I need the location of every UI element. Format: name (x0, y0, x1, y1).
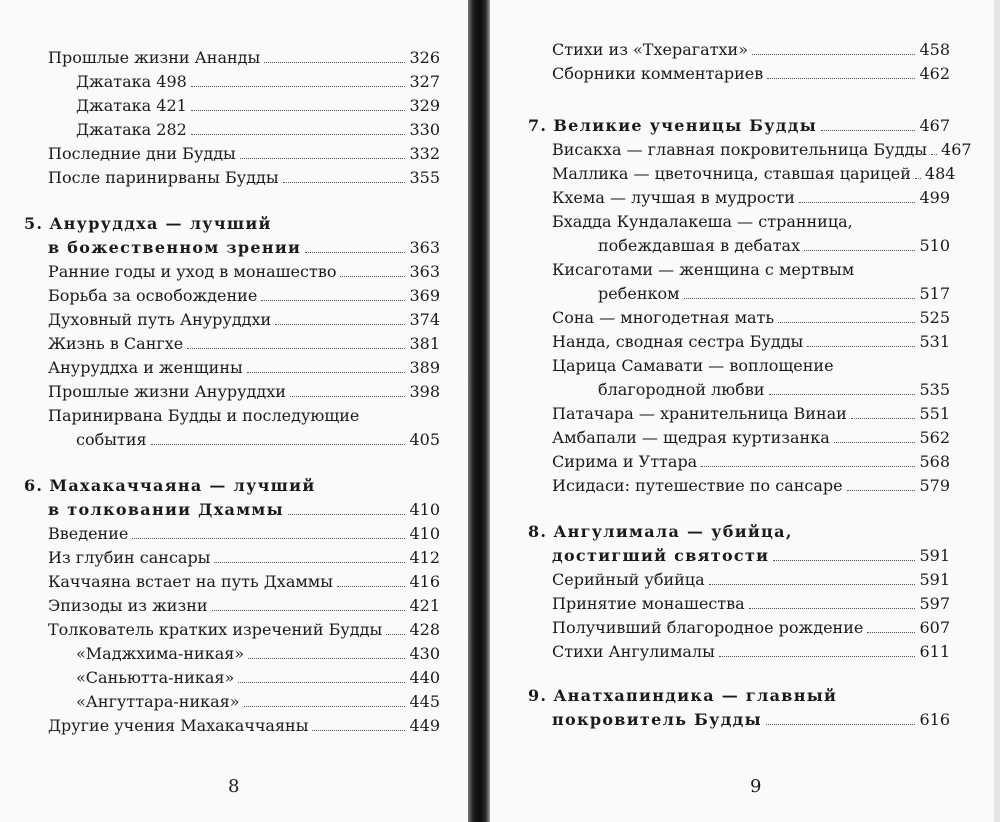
entry-page: 326 (409, 48, 440, 67)
entry-page: 381 (409, 334, 440, 353)
dot-leader (709, 584, 916, 585)
entry-label: Царица Самавати — воплощение (552, 356, 834, 375)
entry-label: Джатака 498 (76, 72, 187, 91)
dot-leader (851, 418, 916, 419)
toc-entry[interactable] (48, 286, 440, 306)
dot-leader (749, 608, 916, 609)
dot-leader (261, 300, 405, 301)
entry-label: Прошлые жизни Ананды (48, 48, 261, 67)
entry-label: Джатака 421 (76, 96, 187, 115)
entry-page: 412 (409, 548, 440, 567)
toc-entry-line2[interactable] (598, 236, 950, 256)
toc-entry[interactable] (48, 572, 440, 592)
dot-leader (275, 324, 405, 325)
book-spine (468, 0, 490, 822)
dot-leader (264, 62, 405, 63)
chapter-page: 410 (409, 500, 440, 519)
entry-label: Патачара — хранительница Винаи (552, 404, 847, 423)
entry-page: 517 (919, 284, 950, 303)
entry-label: Паринирвана Будды и последующие (48, 406, 360, 425)
entry-label: «Саньютта-никая» (76, 668, 235, 687)
entry-page: 611 (919, 642, 950, 661)
entry-page: 428 (409, 620, 440, 639)
dot-leader (773, 560, 915, 561)
entry-label: Бхадда Кундалакеша — странница, (552, 212, 853, 231)
entry-label: Амбапали — щедрая куртизанка (552, 428, 830, 447)
entry-page: 332 (409, 144, 440, 163)
entry-page: 591 (919, 570, 950, 589)
dot-leader (247, 372, 406, 373)
chapter-7-heading[interactable] (528, 116, 950, 136)
dot-leader (187, 348, 405, 349)
toc-entry[interactable] (552, 140, 972, 160)
dot-leader (238, 682, 405, 683)
chapter-title: Ануруддха — лучший (49, 214, 272, 233)
dot-leader (778, 322, 915, 323)
entry-page: 430 (409, 644, 440, 663)
entry-label: Из глубин сансары (48, 548, 211, 567)
toc-entry[interactable] (552, 594, 950, 614)
entry-page: 355 (409, 168, 440, 187)
dot-leader (752, 54, 915, 55)
toc-entry[interactable] (48, 310, 440, 330)
entry-label: Нанда, сводная сестра Будды (552, 332, 804, 351)
chapter-page: 467 (919, 116, 950, 135)
entry-label: Сирима и Уттара (552, 452, 698, 471)
toc-entry[interactable] (48, 548, 440, 568)
entry-page: 369 (409, 286, 440, 305)
dot-leader (766, 724, 915, 725)
entry-page: 462 (919, 64, 950, 83)
dot-leader (337, 586, 405, 587)
dot-leader (191, 86, 406, 87)
dot-leader (244, 706, 406, 707)
entry-label: Сона — многодетная мать (552, 308, 775, 327)
dot-leader (151, 444, 406, 445)
toc-entry[interactable] (552, 642, 950, 662)
toc-entry[interactable] (552, 164, 956, 184)
toc-entry[interactable] (552, 188, 950, 208)
entry-label: Принятие монашества (552, 594, 745, 613)
dot-leader (290, 396, 406, 397)
toc-entry[interactable] (48, 358, 440, 378)
dot-leader (240, 158, 406, 159)
dot-leader (847, 490, 916, 491)
page-edge (994, 0, 1000, 822)
chapter-number: 8. (528, 522, 548, 541)
dot-leader (799, 202, 916, 203)
toc-entry[interactable] (48, 620, 440, 640)
page-number: 9 (750, 776, 762, 797)
entry-label: Другие учения Махакаччаяны (48, 716, 309, 735)
chapter-8-heading-cont[interactable] (552, 546, 950, 566)
entry-label: «Ангуттара-никая» (76, 692, 240, 711)
entry-label: Ануруддха и женщины (48, 358, 243, 377)
toc-entry[interactable] (552, 404, 950, 424)
toc-entry[interactable] (552, 428, 950, 448)
dot-leader (191, 110, 406, 111)
dot-leader (248, 658, 405, 659)
toc-entry[interactable] (76, 96, 440, 116)
chapter-title: в толковании Дхаммы (48, 500, 284, 519)
entry-page: 363 (409, 262, 440, 281)
entry-label: Серийный убийца (552, 570, 705, 589)
entry-label: Стихи из «Тхерагатхи» (552, 40, 748, 59)
entry-label: Духовный путь Ануруддхи (48, 310, 272, 329)
dot-leader (767, 78, 915, 79)
dot-leader (821, 130, 915, 131)
chapter-6-heading[interactable] (24, 476, 440, 496)
entry-label: благородной любви (598, 380, 765, 399)
entry-page: 449 (409, 716, 440, 735)
dot-leader (283, 182, 406, 183)
toc-entry[interactable] (76, 72, 440, 92)
toc-entry[interactable] (76, 668, 440, 688)
chapter-title: Великие ученицы Будды (553, 116, 818, 135)
entry-label: Прошлые жизни Ануруддхи (48, 382, 286, 401)
entry-page: 551 (919, 404, 950, 423)
toc-entry[interactable] (552, 452, 950, 472)
entry-page: 525 (919, 308, 950, 327)
entry-label: Сборники комментариев (552, 64, 764, 83)
entry-page: 458 (919, 40, 950, 59)
toc-entry[interactable] (552, 476, 950, 496)
right-page (490, 0, 1000, 822)
toc-entry[interactable] (552, 40, 950, 60)
dot-leader (804, 250, 915, 251)
entry-label: Жизнь в Сангхе (48, 334, 184, 353)
entry-page: 531 (919, 332, 950, 351)
chapter-number: 6. (24, 476, 44, 495)
dot-leader (915, 178, 921, 179)
entry-label: Ранние годы и уход в монашество (48, 262, 337, 281)
toc-entry[interactable] (552, 570, 950, 590)
left-page (0, 0, 468, 822)
entry-label: «Маджхима-никая» (76, 644, 245, 663)
toc-entry[interactable] (48, 168, 440, 188)
entry-page: 410 (409, 524, 440, 543)
entry-page: 535 (919, 380, 950, 399)
chapter-title: достигший святости (552, 546, 770, 565)
dot-leader (212, 610, 406, 611)
chapter-page: 591 (919, 546, 950, 565)
toc-entry[interactable] (552, 64, 950, 84)
entry-page: 579 (919, 476, 950, 495)
toc-entry[interactable] (48, 716, 440, 736)
toc-entry[interactable] (48, 596, 440, 616)
toc-entry[interactable] (48, 382, 440, 402)
chapter-title: покровитель Будды (552, 710, 762, 729)
dot-leader (719, 656, 916, 657)
dot-leader (684, 298, 916, 299)
entry-page: 327 (409, 72, 440, 91)
dot-leader (931, 154, 937, 155)
chapter-8-heading[interactable] (528, 522, 950, 542)
chapter-page: 363 (409, 238, 440, 257)
entry-label: ребенком (598, 284, 680, 303)
entry-page: 562 (919, 428, 950, 447)
dot-leader (288, 514, 406, 515)
toc-entry[interactable] (76, 120, 440, 140)
entry-label: Борьба за освобождение (48, 286, 258, 305)
entry-page: 467 (941, 140, 972, 159)
entry-label: Кисаготами — женщина с мертвым (552, 260, 855, 279)
chapter-6-heading-cont[interactable] (48, 500, 440, 520)
chapter-5-heading-cont[interactable] (48, 238, 440, 258)
entry-label: Получивший благородное рождение (552, 618, 864, 637)
entry-page: 398 (409, 382, 440, 401)
toc-entry-line2[interactable] (598, 380, 950, 400)
entry-page: 389 (409, 358, 440, 377)
dot-leader (312, 730, 405, 731)
entry-page: 421 (409, 596, 440, 615)
entry-page: 607 (919, 618, 950, 637)
entry-page: 445 (409, 692, 440, 711)
dot-leader (191, 134, 406, 135)
entry-label: Стихи Ангулималы (552, 642, 715, 661)
entry-label: события (76, 430, 147, 449)
toc-entry-line1[interactable] (552, 212, 950, 232)
page-number: 8 (228, 776, 240, 797)
chapter-title: в божественном зрении (48, 238, 302, 257)
chapter-number: 5. (24, 214, 44, 233)
entry-page: 597 (919, 594, 950, 613)
entry-page: 330 (409, 120, 440, 139)
entry-label: Толкователь кратких изречений Будды (48, 620, 383, 639)
toc-entry[interactable] (48, 524, 440, 544)
toc-entry-line1[interactable] (48, 406, 440, 426)
entry-page: 568 (919, 452, 950, 471)
toc-entry-line2[interactable] (76, 430, 440, 450)
chapter-9-heading[interactable] (528, 686, 950, 706)
dot-leader (769, 394, 916, 395)
entry-page: 484 (924, 164, 956, 183)
toc-entry[interactable] (552, 332, 950, 352)
entry-page: 374 (409, 310, 440, 329)
entry-label: После паринирваны Будды (48, 168, 279, 187)
dot-leader (701, 466, 915, 467)
chapter-title: Анатхапиндика — главный (553, 686, 838, 705)
entry-label: Эпизоды из жизни (48, 596, 208, 615)
entry-label: Висакха — главная покровительница Будды (552, 140, 928, 159)
entry-page: 499 (919, 188, 950, 207)
chapter-title: Ангулимала — убийца, (553, 522, 793, 541)
chapter-number: 7. (528, 116, 548, 135)
entry-label: Кхема — лучшая в мудрости (552, 188, 795, 207)
toc-entry[interactable] (552, 308, 950, 328)
toc-entry[interactable] (48, 144, 440, 164)
entry-label: Маллика — цветочница, ставшая царицей (552, 164, 911, 183)
chapter-5-heading[interactable] (24, 214, 440, 234)
entry-label: побеждавшая в дебатах (598, 236, 801, 255)
chapter-number: 9. (528, 686, 548, 705)
dot-leader (386, 634, 405, 635)
dot-leader (867, 632, 915, 633)
dot-leader (834, 442, 916, 443)
entry-label: Введение (48, 524, 129, 543)
entry-label: Исидаси: путешествие по сансаре (552, 476, 843, 495)
toc-entry[interactable] (76, 692, 440, 712)
dot-leader (807, 346, 915, 347)
entry-label: Каччаяна встает на путь Дхаммы (48, 572, 333, 591)
entry-page: 405 (409, 430, 440, 449)
toc-entry-line2[interactable] (598, 284, 950, 304)
chapter-title: Махакаччаяна — лучший (49, 476, 316, 495)
entry-page: 329 (409, 96, 440, 115)
entry-page: 510 (919, 236, 950, 255)
entry-label: Последние дни Будды (48, 144, 236, 163)
dot-leader (214, 562, 405, 563)
toc-entry[interactable] (48, 262, 440, 282)
entry-page: 416 (409, 572, 440, 591)
dot-leader (305, 252, 405, 253)
toc-entry-line1[interactable] (552, 356, 950, 376)
dot-leader (132, 538, 405, 539)
chapter-page: 616 (919, 710, 950, 729)
dot-leader (340, 276, 405, 277)
toc-entry[interactable] (76, 644, 440, 664)
toc-entry[interactable] (48, 48, 440, 68)
toc-entry-line1[interactable] (552, 260, 950, 280)
entry-page: 440 (409, 668, 440, 687)
entry-label: Джатака 282 (76, 120, 187, 139)
toc-entry[interactable] (48, 334, 440, 354)
toc-entry[interactable] (552, 618, 950, 638)
chapter-9-heading-cont[interactable] (552, 710, 950, 730)
